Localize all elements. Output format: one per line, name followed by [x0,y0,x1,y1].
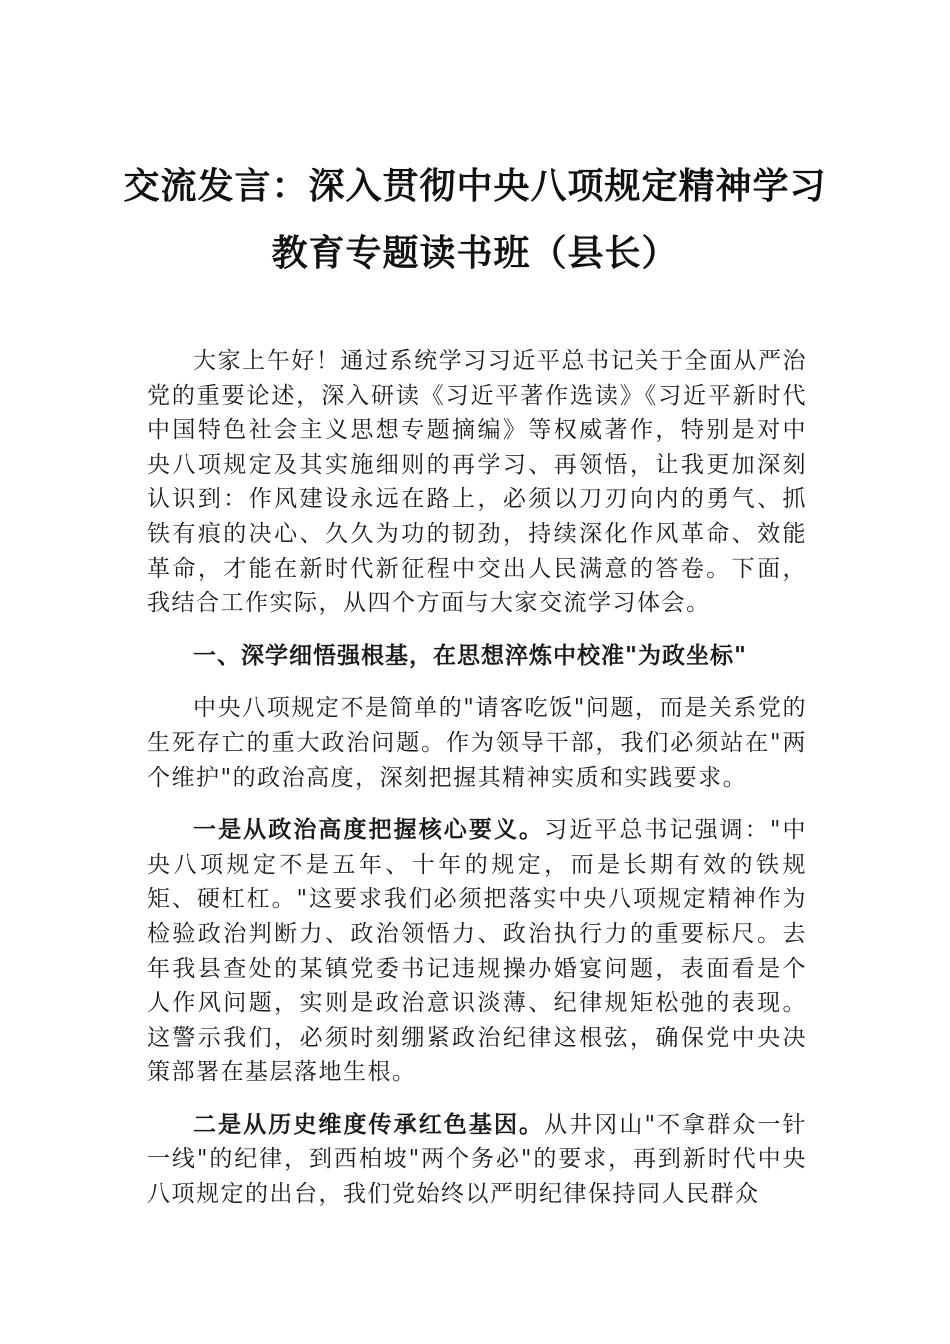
paragraph-section-1-intro: 中央八项规定不是简单的"请客吃饭"问题，而是关系党的生死存亡的重大政治问题。作为领导干部，我们必须站在"两个维护"的政治高度，深刻把握其精神实质和实践要求。 [147,695,807,791]
document-body [147,344,807,1212]
paragraph-point-1 [147,813,807,1090]
section-heading-1: 一、深学细悟强根基，在思想淬炼中校准"为政坐标" [193,642,747,669]
point-1-lead: 一是从政治高度把握核心要义。 [193,817,545,844]
point-2-lead: 二是从历史维度传承红色基因。 [193,1111,545,1138]
paragraph-opening: 大家上午好！通过系统学习习近平总书记关于全面从严治党的重要论述，深入研读《习近平著作选读》《习近平新时代中国特色社会主义思想专题摘编》等权威著作，特别是对中央八项规定及其实施细则的再学习、再领悟，让我更加深刻认识到：作风建设永远在路上，必须以刀刃向内的勇气、抓铁有痕的决心、久久为功的韧劲，持续深化作风革命、效能革命，才能在新时代新征程中交出人民满意的答卷。下面，我结合工作实际，从四个方面与大家交流学习体会。 [147,348,807,617]
point-1-text: 习近平总书记强调："中央八项规定不是五年、十年的规定，而是长期有效的铁规矩、硬杠杠。"这要求我们必须把落实中央八项规定精神作为检验政治判断力、政治领悟力、政治执行力的重要标尺。去年我县查处的某镇党委书记违规操办婚宴问题，表面看是个人作风问题，实则是政治意识淡薄、纪律规矩松弛的表现。这警示我们，必须时刻绷紧政治纪律这根弦，确保党中央决策部署在基层落地生根。 [147,817,807,1086]
document-title-line-2: 教育专题读书班（县长） [271,233,679,274]
point-2-text: 从井冈山"不拿群众一针一线"的纪律，到西柏坡"两个务必"的要求，再到新时代中央八项规定的出台，我们党始终以严明纪律保持同人民群众 [147,1111,807,1208]
document-title-line-1: 交流发言：深入贯彻中央八项规定精神学习 [123,166,827,207]
paragraph-point-2 [147,1108,807,1212]
